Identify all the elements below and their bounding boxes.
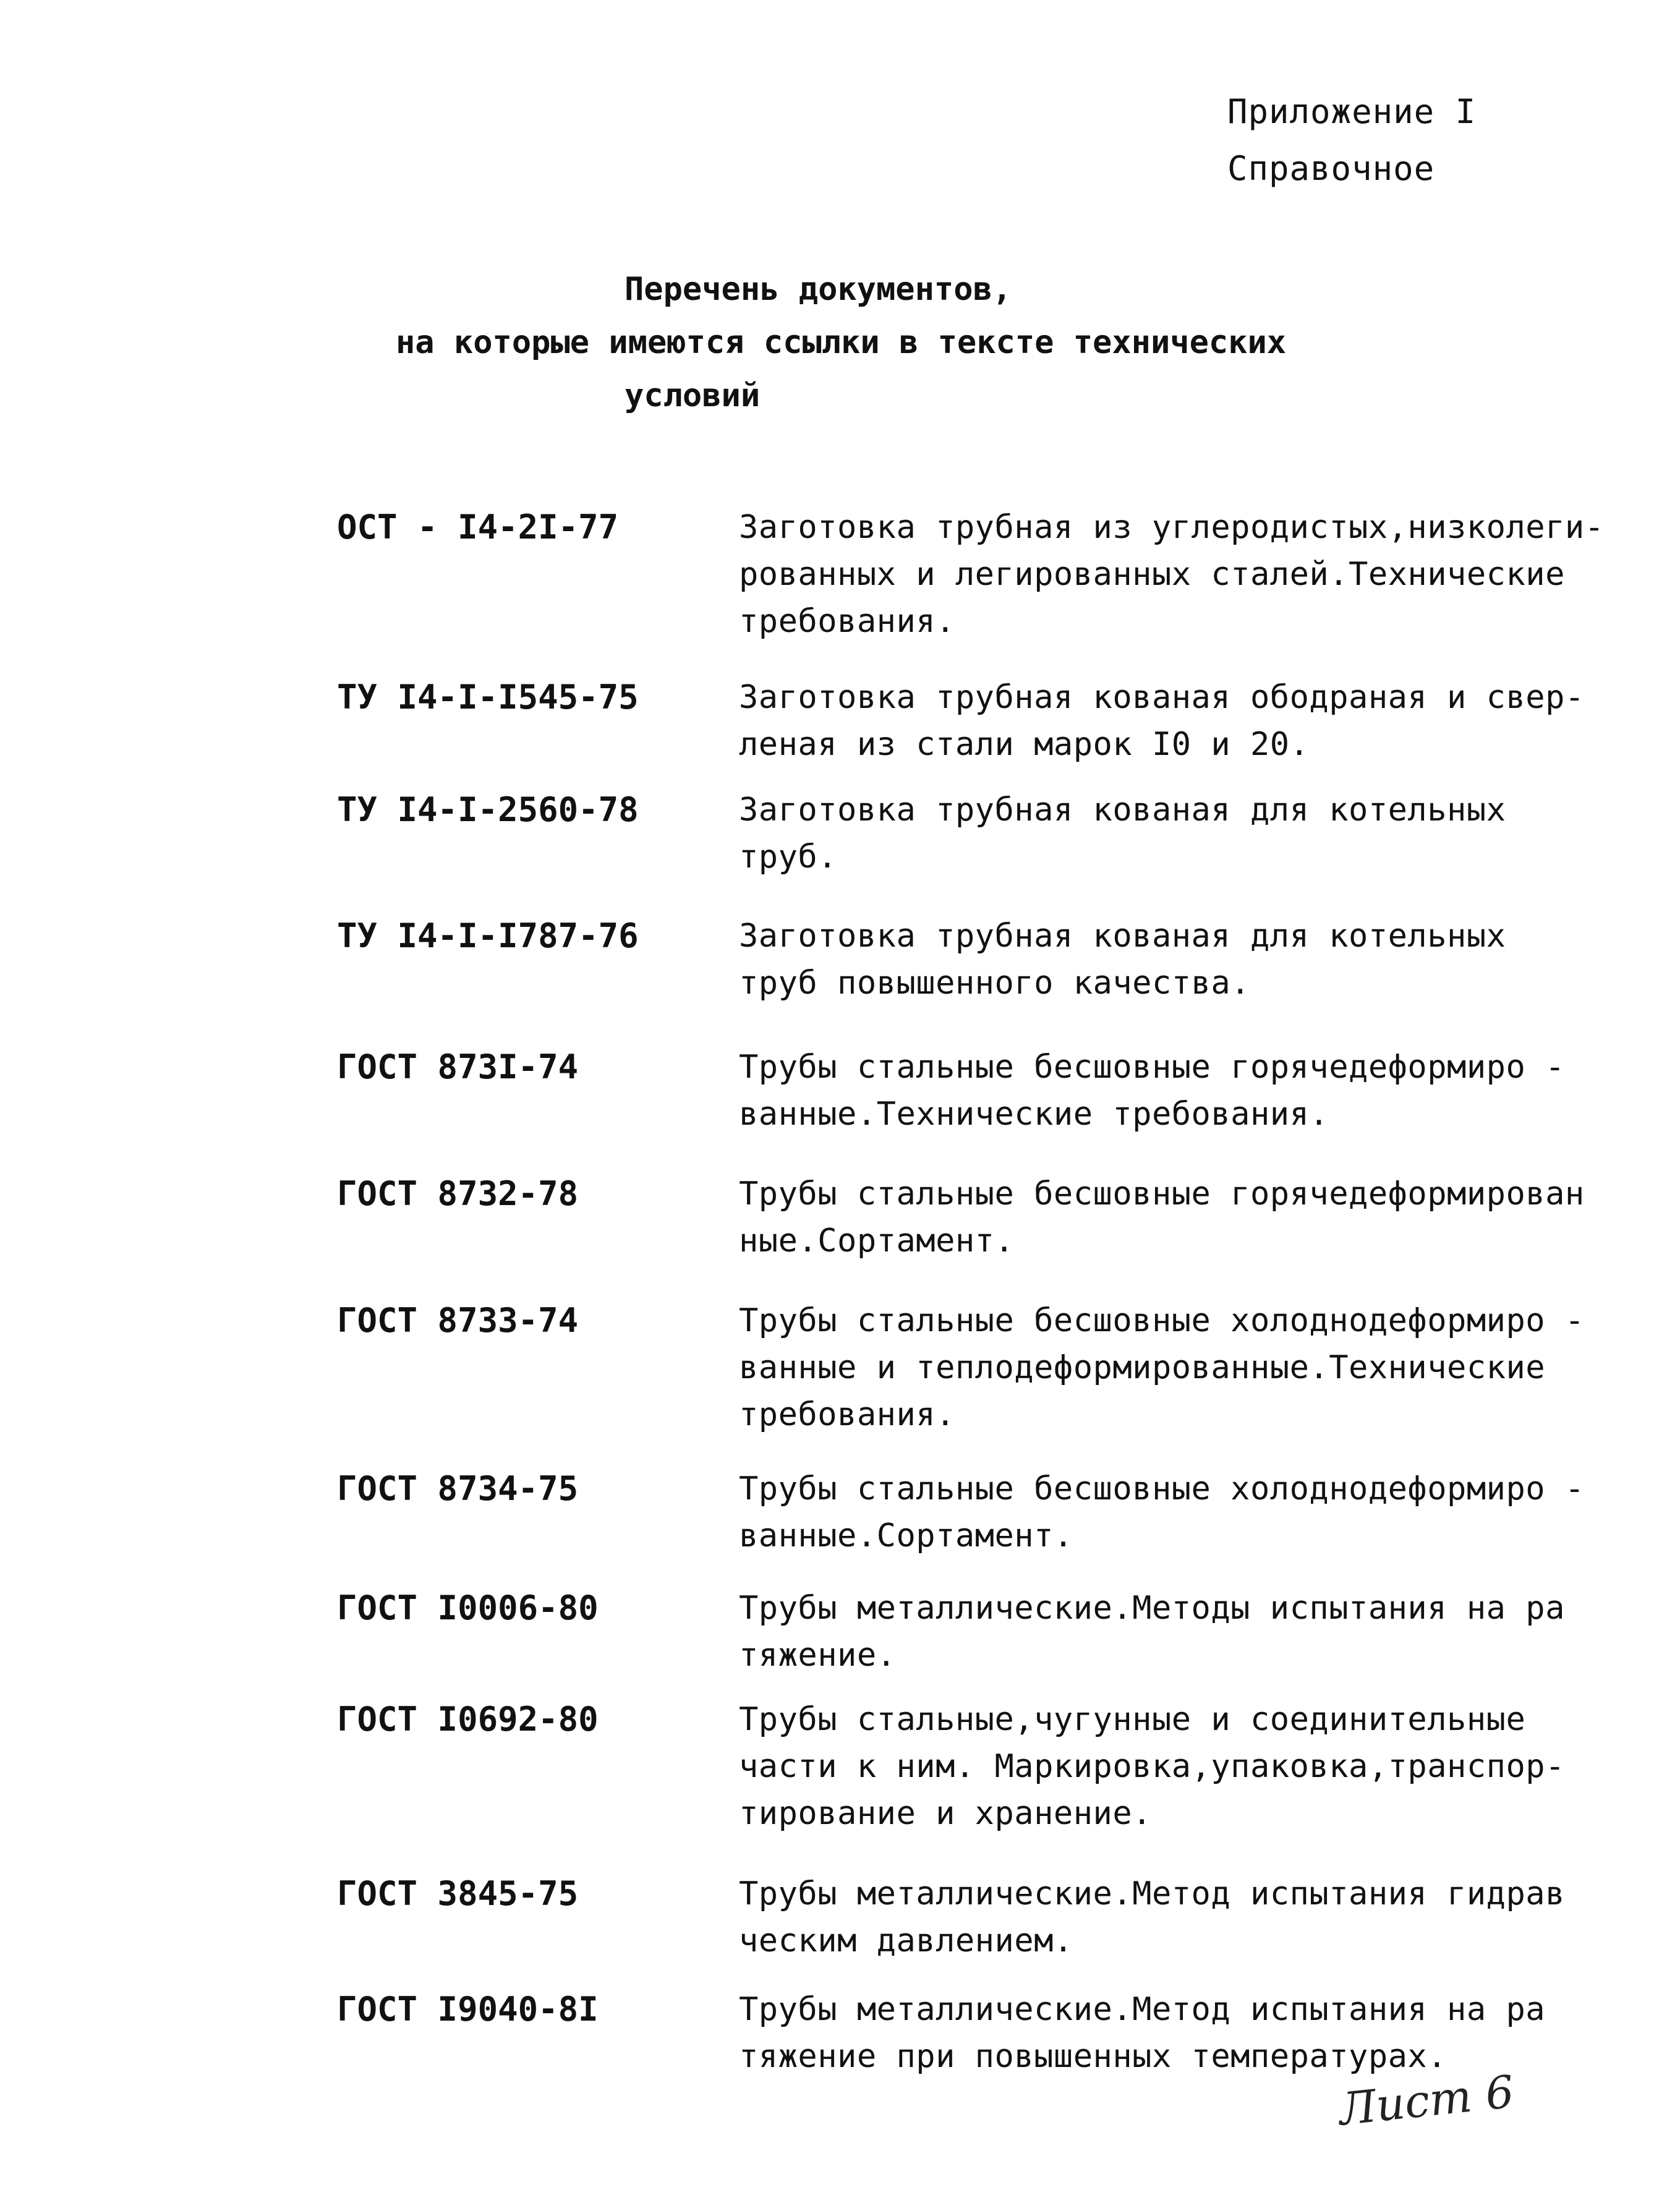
document-code: ГОСТ 8734-75	[337, 1469, 579, 1508]
document-code: ОСТ - I4-2I-77	[337, 508, 619, 547]
document-description	[739, 1585, 1580, 1679]
description-line: Заготовка трубная кованая для котельных	[739, 791, 1506, 829]
description-line: ванные и теплодеформированные.Технические	[739, 1349, 1546, 1386]
document-description	[739, 1170, 1585, 1264]
description-line: Трубы металлические.Метод испытания гидрав	[739, 1875, 1565, 1912]
appendix-label	[1227, 83, 1476, 197]
document-description	[739, 913, 1580, 1007]
document-code: ТУ I4-I-I787-76	[337, 916, 639, 955]
document-description	[739, 1465, 1585, 1559]
document-description	[739, 504, 1605, 645]
description-line: ные.Сортамент.	[739, 1222, 1015, 1259]
document-code: ГОСТ 8732-78	[337, 1174, 579, 1213]
description-line: Заготовка трубная кованая для котельных	[739, 918, 1506, 955]
title-line-3: условий	[625, 377, 761, 414]
description-line: труб.	[739, 838, 838, 876]
document-description	[739, 1986, 1580, 2080]
appendix-number: Приложение I	[1227, 92, 1477, 131]
document-code: ГОСТ I9040-8I	[337, 1990, 599, 2029]
document-description	[739, 1870, 1580, 1964]
document-code: ТУ I4-I-2560-78	[337, 790, 639, 829]
document-description	[739, 674, 1585, 768]
description-line: Трубы металлические.Методы испытания на ра	[739, 1590, 1565, 1627]
description-line: ванные.Технические требования.	[739, 1096, 1329, 1133]
document-code: ГОСТ 3845-75	[337, 1874, 579, 1913]
description-line: части к ним. Маркировка,упаковка,транспор-	[739, 1748, 1565, 1785]
description-line: Трубы стальные,чугунные и соединительные	[739, 1701, 1526, 1738]
document-code: ТУ I4-I-I545-75	[337, 678, 639, 717]
description-line: тяжение.	[739, 1637, 897, 1674]
description-line: леная из стали марок I0 и 20.	[739, 726, 1310, 763]
document-description	[739, 1297, 1585, 1438]
title-line-1: Перечень документов,	[625, 271, 1012, 308]
document-description	[739, 786, 1580, 880]
description-line: Трубы стальные бесшовные горячедеформирован	[739, 1175, 1585, 1213]
description-line: требования.	[739, 603, 955, 640]
description-line: тирование и хранение.	[739, 1795, 1152, 1832]
description-line: требования.	[739, 1396, 955, 1433]
description-line: рованных и легированных сталей.Технические	[739, 556, 1565, 593]
description-line: ческим давлением.	[739, 1922, 1073, 1959]
document-description	[739, 1044, 1580, 1138]
document-description	[739, 1696, 1580, 1837]
description-line: Трубы стальные бесшовные холоднодеформиро -	[739, 1470, 1585, 1507]
description-line: Трубы металлические.Метод испытания на ра	[739, 1991, 1546, 2028]
title-line-2: на которые имеются ссылки в тексте технических	[396, 324, 1287, 361]
description-line: труб повышенного качества.	[739, 965, 1250, 1002]
description-line: Заготовка трубная кованая ободраная и свер-	[739, 679, 1585, 716]
handwritten-sheet-number: Лист 6	[1336, 2065, 1517, 2136]
document-code: ГОСТ 8733-74	[337, 1301, 579, 1340]
description-line: Заготовка трубная из углеродистых,низколеги-	[739, 509, 1605, 546]
description-line: Трубы стальные бесшовные холоднодеформиро -	[739, 1302, 1585, 1339]
description-line: ванные.Сортамент.	[739, 1517, 1073, 1554]
description-line: тяжение при повышенных температурах.	[739, 2038, 1448, 2075]
document-code: ГОСТ I0692-80	[337, 1700, 599, 1739]
document-code: ГОСТ I0006-80	[337, 1588, 599, 1627]
appendix-type: Справочное	[1227, 149, 1435, 188]
document-code: ГОСТ 873I-74	[337, 1047, 579, 1086]
description-line: Трубы стальные бесшовные горячедеформиро -	[739, 1049, 1565, 1086]
